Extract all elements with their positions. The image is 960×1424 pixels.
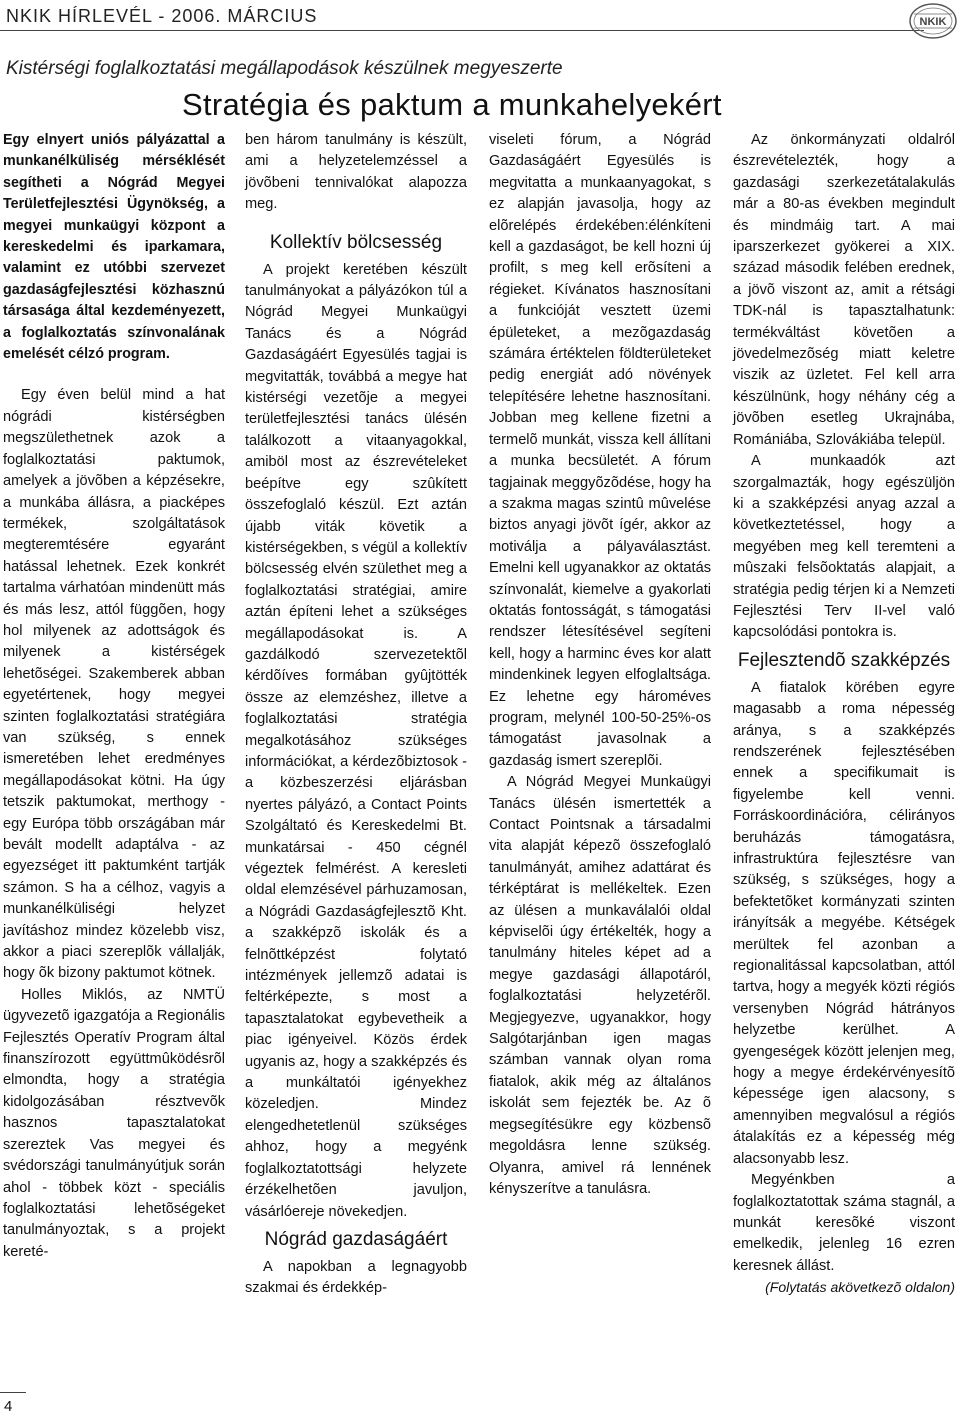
body-paragraph: Holles Miklós, az NMTÜ ügyvezetõ igazgatója a Regionális Fejlesztés Operatív Program által finanszírozott együttmûködésrõl elmondta, hogy a stratégia kidolgozásában résztvevõk hasznos tapasztalatokat szereztek Vas megyei és svédországi tanulmányútjuk során ahol - többek közt - speciális foglalkoztatási lehetõségeket tanulmányoztak, s a projekt kereté- <box>3 986 225 1260</box>
body-paragraph: Egy éven belül mind a hat nógrádi kistérségben megszülethetnek azok a foglalkoztatási paktumok, amelyek a jövõben a képzésekre, a munkába állásra, a piacképes termékek, szolgáltatások megteremtésére egyaránt hatással lehetnek. Ezek konkrét tartalma várhatóan mindenütt más és más lesz, attól függõen, hogy hol milyenek az adottságok és milyenek a kistérségek lehetõségei. Szakemberek abban egyetértenek, hogy megyei szinten foglalkoztatási stratégiára van szükség, s ennek ismeretében lehet eredményes megállapodásokat kötni. Ha úgy tetszik paktumokat, merthogy - egy Európa több országában már bevált modellt adaptálva - az egyezséget itt paktumként tartják számon. S ha a célhoz, vagyis a munkanélküliségi helyzet javításhoz mindez közelebb visz, akkor a piaci szereplõk vállalják, hogy õk bizony paktumot kötnek. <box>3 387 225 982</box>
header-divider <box>0 30 924 31</box>
article-kicker: Kistérségi foglalkoztatási megállapodások készülnek megyeszerte <box>6 58 563 79</box>
page-number: 4 <box>4 1398 13 1415</box>
page-number-divider <box>0 1392 26 1393</box>
nkik-logo <box>908 2 958 40</box>
body-paragraph: Az önkormányzati oldalról észrevételezték, hogy a gazdasági szerkezetátalakulás már a 80-as években megindult és mindmáig tart. A mai iparszerkezet gyökerei a XIX. század második felében erednek, a jövõ viszont az, amit a rétsági TDK-nál is tapasztalhatunk: termékváltást követõen a jövedelmezõség miatt keletre viszik az üzletet. Fel kell arra készülnünk, hogy néhány cég a jövõben esetleg Ukrajnába, Romániába, Szlovákiába települ. <box>733 132 955 448</box>
body-paragraph: A fiatalok körében egyre magasabb a roma népesség aránya, s a szakképzés rendszerének fejlesztésében ennek a specifikumait is figyelembe kell venni. Forráskoordinációra, célirányos beruházás támogatásra, infrastruktúra fejlesztésre van szükség, s szükséges, hogy a befektetõket kormányzati szinten irányítsák a megyébe. Kétségek merültek fel azonban a regionalitással kapcsolatban, attól tartva, hogy a megyék közti régiós versenyben Nógrád hátrányos helyzetbe kerülhet. A gyengeségek között jelenjen meg, hogy a megye érdekérvényesítõ képessége igen alacsony, s amennyiben megvalósul a régiós átalakítás ez a képesség még alacsonyabb lesz. <box>733 679 955 1167</box>
section-subheading: Kollektív bölcsesség <box>269 231 443 253</box>
section-subheading: Nógrád gazdaságáért <box>264 1228 448 1250</box>
body-paragraph: A Nógrád Megyei Munkaügyi Tanács ülésén ismertették a Contact Pointsnak a társadalmi vita alapját képezõ összefoglaló tanulmányát, amihez adattárat és térképtárat is mellékeltek. Ezen az ülésen a munkaválalói oldal képviselõi úgy értékelték, hogy a tanulmány hiteles képet ad a megye gazdasági állapotáról, foglalkoztatási helyzetérõl. Megjegyezve, ugyanakkor, hogy Salgótarjánban igen magas számban vannak olyan roma fiatalok, akik még az általános iskolát sem fejezték be. Az õ megsegítésükre egy közbensõ megoldásra lenne szükség. Olyanra, amivel rá lennének kényszerítve a tanulásra. <box>489 774 711 1197</box>
body-paragraph: A napokban a legnagyobb szakmai és érdekkép- <box>245 1258 467 1297</box>
body-paragraph: ben három tanulmány is készült, ami a helyzetelemzéssel a jövõbeni tennivalókat alapozza meg. <box>245 132 467 213</box>
article-column-1 <box>3 130 225 1263</box>
article-headline: Stratégia és paktum a munkahelyekért <box>182 87 722 122</box>
article-column-4 <box>733 130 955 1299</box>
page-header <box>0 0 960 42</box>
article-column-2 <box>245 130 467 1300</box>
newsletter-title: NKIK HÍRLEVÉL - 2006. MÁRCIUS <box>6 6 318 26</box>
section-subheading: Fejlesztendõ szakképzés <box>737 649 951 671</box>
body-paragraph: Megyénkben a foglalkoztatottak száma stagnál, a munkát keresõké viszont emelkedik, jelenleg 16 ezren keresnek állást. <box>733 1172 955 1274</box>
logo-text: NKIK <box>919 16 947 28</box>
article-column-3 <box>489 130 711 1200</box>
lead-paragraph: Egy elnyert uniós pályázattal a munkanélküliség mérséklését segítheti a Nógrád Megyei Területfejlesztési Ügynökség, a megyei munkaügyi központ a kereskedelmi és iparkamara, valamint ez utóbbi szervezet gazdaságfejlesztési közhasznú társasága által kezdeményezett, a foglalkoztatás színvonalának emelését célzó program. <box>3 132 225 363</box>
body-paragraph: viseleti fórum, a Nógrád Gazdaságáért Egyesülés is megvitatta a munkaanyagokat, s ez alapján javasolja, hogy az elõrelépés érdekében:élénkíteni kell a gazdaságot, be kell hozni új profilt, s meg kell erõsíteni a régieket. Kívánatos hasznosítani a funkcióját vesztett üzemi épületeket, a mezõgazdaság számára értéktelen földterületeket pedig energiát adó növények telepítésére lehetne hasznosítani. Jobban meg kellene fizetni a termelõ munkát, vissza kell állítani a munka becsületét. A fórum tagjainak meggyõzõdése, hogy ha a szakma magas szintû mûvelése biztos anyagi jövõt ígér, akkor az motiválja a pályaválasztást. Emelni kell ugyanakkor az oktatás színvonalát, kiemelve a gyakorlati oktatás fontosságát, s támogatási rendszer létesítésével segíteni kell, hogy a harminc éves kor alatt mindenkinek legyen elfoglaltsága. Ez lehetne egy hároméves program, melynél 100-50-25%-os támogatást javasolnak a gazdaság ismert szereplõi. <box>489 132 711 769</box>
body-paragraph: A projekt keretében készült tanulmányokat a pályázókon túl a Nógrád Megyei Munkaügyi Tanács és a Nógrád Gazdaságáért Egyesülés tagjai is megvitatták, továbbá a megye hat kistérségi vezetõje a megyei területfejlesztési tanács ülésén találkozott a vitaanyagokkal, amiböl most az észrevételeket beépítve egy szûkített összefoglaló készül. Ezt aztán újabb viták követik a kistérségekben, s végül a kollektív bölcsesség elvén születhet meg a foglalkoztatási stratégiai, amire aztán építeni lehet a szükséges megállapodásokat is. A gazdálkodó szervezetektõl kérdõíves formában gyûjtötték össze az elemzéshez, illetve a foglalkoztatási stratégia megalkotásához szükséges információkat, a kérdezõbiztosok - a közbeszerzési eljárásban nyertes pályázó, a Contact Points Szolgáltató és Kereskedelmi Bt. munkatársai - 450 cégnél végeztek felmérést. A keresleti oldal elemzésével párhuzamosan, a Nógrádi Gazdaságfejlesztõ Kht. a szakképzõ iskolák és a felnõttképzést folytató intézmények jellemzõ adatai is feltérképezte, s most a tapasztalatokat egybevetheik a piac igényeivel. Közös érdek ugyanis az, hogy a szakképzés és a munkáltatói igényekhez közeledjen. Mindez elengedhetetlenül szükséges ahhoz, hogy a megyénk foglalkoztatottsági helyzete érzékelhetõen javuljon, vásárlóereje növekedjen. <box>245 261 467 1220</box>
continued-note: (Folytatás akövetkezõ oldalon) <box>765 1279 955 1296</box>
body-paragraph: A munkaadók azt szorgalmazták, hogy egészüljön ki a szakképzési anyag azzal a következtetéssel, hogy a megyében meg kell teremteni a mûszaki felsõoktatás alapjait, a stratégia pedig térjen ki a Nemzeti Fejlesztési Terv II-vel való kapcsolódási pontokra is. <box>733 453 955 641</box>
